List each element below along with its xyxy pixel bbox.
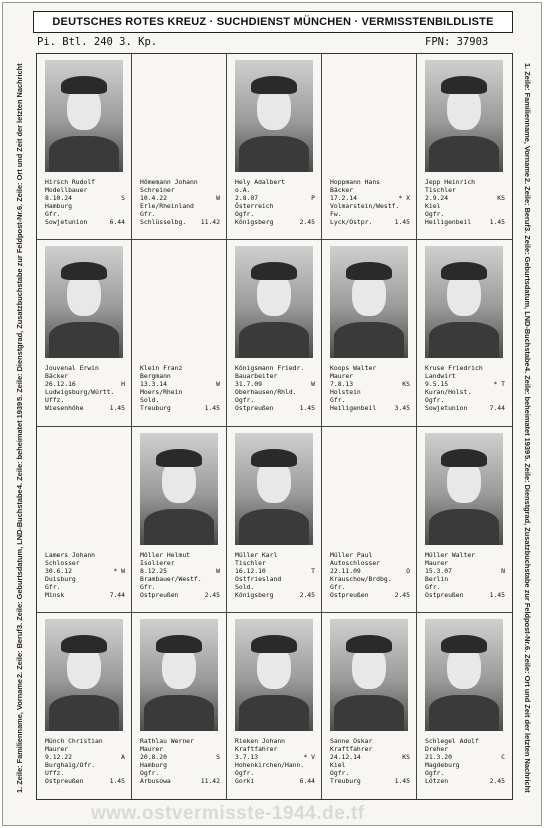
cap-shape bbox=[156, 449, 202, 467]
portrait-photo bbox=[425, 619, 503, 731]
person-hometown: Kiel bbox=[425, 202, 441, 210]
uniform-shape bbox=[49, 136, 119, 172]
uniform-shape bbox=[334, 695, 404, 731]
person-last-date: 7.44 bbox=[489, 404, 505, 413]
person-birthdate: 2.8.07 bbox=[235, 194, 259, 202]
person-last-date: 1.45 bbox=[204, 404, 220, 413]
portrait-photo bbox=[45, 619, 123, 731]
person-rank: Gfr. bbox=[45, 582, 61, 591]
person-birthdate: 24.12.14 bbox=[330, 752, 361, 761]
person-rank: Ogfr. bbox=[425, 768, 445, 777]
person-last-place: Ostpreußen bbox=[140, 590, 179, 599]
person-hometown: Berlin bbox=[425, 574, 449, 583]
person-details bbox=[140, 178, 220, 226]
person-job: Schlosser bbox=[45, 558, 80, 567]
legend-right-line-5: 5. Zeile: Dienstgrad, Zusatzbuchstabe zur Feldpost-Nr. bbox=[523, 454, 532, 646]
person-birthdate: 30.6.12 bbox=[45, 566, 72, 575]
person-last-date: 1.45 bbox=[489, 590, 505, 599]
person-last-date: 1.45 bbox=[109, 776, 125, 785]
portrait-photo bbox=[330, 246, 408, 358]
person-lnd-letter: W bbox=[216, 566, 220, 575]
person-last-place: Schlüsselbg. bbox=[140, 218, 187, 226]
person-hometown: Krauschow/Brdbg. bbox=[330, 574, 392, 583]
uniform-shape bbox=[239, 322, 309, 358]
person-last-date: 2.45 bbox=[299, 218, 315, 226]
portrait-photo bbox=[425, 433, 503, 545]
person-last-place: Lyck/Ostpr. bbox=[330, 218, 373, 226]
person-rank: Gfr. bbox=[140, 210, 156, 218]
person-last-date: 1.45 bbox=[489, 218, 505, 226]
person-rank: Ogfr. bbox=[425, 210, 445, 218]
person-job: Bergmann bbox=[140, 372, 171, 381]
person-last-place: Wiesenhöhe bbox=[45, 404, 84, 413]
portrait-photo bbox=[425, 246, 503, 358]
person-last-date: 2.45 bbox=[204, 590, 220, 599]
person-rank: Uffz. bbox=[45, 396, 65, 405]
portrait-photo bbox=[235, 619, 313, 731]
portrait-photo bbox=[45, 60, 123, 172]
person-card bbox=[322, 613, 417, 799]
person-last-place: Heiligenbeil bbox=[330, 404, 377, 413]
person-last-place: Ostpreußen bbox=[235, 404, 274, 413]
person-hometown: Burghaig/Ofr. bbox=[45, 760, 96, 769]
person-birthdate: 8.12.25 bbox=[140, 566, 167, 575]
person-last-place: Treuburg bbox=[140, 404, 171, 413]
person-last-date: 6.44 bbox=[109, 218, 125, 226]
person-birthdate: 7.8.13 bbox=[330, 380, 354, 389]
legend-left bbox=[15, 63, 24, 793]
person-last-place: Königsberg bbox=[235, 218, 274, 226]
person-last-place: Treuburg bbox=[330, 776, 361, 785]
person-card bbox=[37, 613, 132, 799]
person-card bbox=[322, 240, 417, 426]
person-lnd-letter: W bbox=[216, 380, 220, 389]
person-details bbox=[425, 551, 505, 599]
person-birthdate: 8.10.24 bbox=[45, 194, 72, 202]
person-details bbox=[45, 551, 125, 599]
person-card bbox=[417, 240, 512, 426]
person-job: Landwirt bbox=[425, 372, 456, 381]
person-name: Münch Christian bbox=[45, 736, 103, 745]
person-last-date: 2.45 bbox=[394, 590, 410, 599]
person-rank: Ogfr. bbox=[235, 210, 255, 218]
cap-shape bbox=[441, 449, 487, 467]
person-details bbox=[425, 737, 505, 785]
person-hometown: Österreich bbox=[235, 202, 274, 210]
legend-right-line-4: 4. Zeile: beheimatet 1939 bbox=[523, 367, 532, 455]
unit-label: Pi. Btl. 240 3. Kp. bbox=[37, 36, 158, 48]
person-last-place: Königsberg bbox=[235, 590, 274, 599]
person-last-date: 3.45 bbox=[394, 404, 410, 413]
portrait-photo bbox=[235, 433, 313, 545]
person-details bbox=[235, 178, 315, 226]
person-birthdate: 31.7.09 bbox=[235, 380, 262, 389]
portrait-photo bbox=[140, 619, 218, 731]
person-last-date: 1.45 bbox=[394, 218, 410, 226]
person-details bbox=[235, 737, 315, 785]
person-details bbox=[425, 364, 505, 412]
person-card bbox=[417, 54, 512, 240]
person-card bbox=[322, 427, 417, 613]
legend-left-line-1: 1. Zeile: Familienname, Vorname bbox=[15, 678, 24, 793]
person-card bbox=[417, 427, 512, 613]
cap-shape bbox=[441, 262, 487, 280]
person-hometown: Moers/Rhein bbox=[140, 388, 183, 397]
uniform-shape bbox=[334, 322, 404, 358]
cap-shape bbox=[441, 635, 487, 653]
person-details bbox=[140, 737, 220, 785]
person-name: Koops Walter bbox=[330, 364, 377, 373]
uniform-shape bbox=[429, 509, 499, 545]
cap-shape bbox=[61, 76, 107, 94]
person-name: Schlegel Adolf bbox=[425, 736, 479, 745]
person-last-place: Heiligenbeil bbox=[425, 218, 472, 226]
person-card bbox=[227, 427, 322, 613]
person-lnd-letter: * X bbox=[398, 194, 410, 202]
legend-left-line-2: 2. Zeile: Beruf bbox=[15, 629, 24, 679]
person-name: Hömemann Johann bbox=[140, 178, 198, 186]
cap-shape bbox=[61, 635, 107, 653]
person-last-date: 1.45 bbox=[299, 404, 315, 413]
uniform-shape bbox=[239, 695, 309, 731]
person-birthdate: 22.11.09 bbox=[330, 566, 361, 575]
person-rank: Uffz. bbox=[45, 768, 65, 777]
legend-left-line-3: 3. Zeile: Geburtsdatum, LND-Buchstabe bbox=[15, 489, 24, 629]
person-name: Hoppmann Hans bbox=[330, 178, 381, 186]
person-lnd-letter: S bbox=[121, 194, 125, 202]
legend-right-line-2: 2. Zeile: Beruf bbox=[523, 177, 532, 227]
person-card bbox=[132, 427, 227, 613]
person-last-place: Ostpreußen bbox=[45, 776, 84, 785]
cap-shape bbox=[251, 449, 297, 467]
person-job: Maurer bbox=[330, 372, 354, 381]
person-name: Jepp Heinrich bbox=[425, 178, 476, 186]
person-lnd-letter: O bbox=[406, 566, 410, 575]
person-last-place: Ostpreußen bbox=[425, 590, 464, 599]
person-rank: Ogfr. bbox=[235, 768, 255, 777]
document-title: DEUTSCHES ROTES KREUZ · SUCHDIENST MÜNCHEN · VERMISSTENBILDLISTE bbox=[33, 11, 513, 33]
person-details bbox=[45, 737, 125, 785]
person-last-date: 11.42 bbox=[200, 776, 220, 785]
person-lnd-letter: KS bbox=[497, 194, 505, 202]
person-hometown: Brambauer/Westf. bbox=[140, 574, 202, 583]
person-last-place: Ostpreußen bbox=[330, 590, 369, 599]
document-sheet bbox=[2, 2, 542, 826]
person-hometown: Hohenkirchen/Hann. bbox=[235, 760, 305, 769]
person-job: Kraftfahrer bbox=[330, 744, 373, 753]
person-hometown: Oberhausen/Rhld. bbox=[235, 388, 297, 397]
person-job: Bäcker bbox=[45, 372, 69, 381]
person-rank: Gfr. bbox=[140, 582, 156, 591]
person-job: Kraftfahrer bbox=[235, 744, 278, 753]
person-rank: Gfr. bbox=[330, 396, 346, 405]
person-name: Müller Paul bbox=[330, 550, 373, 559]
person-rank: Sold. bbox=[140, 396, 160, 405]
person-lnd-letter: KS bbox=[402, 380, 410, 389]
person-details bbox=[425, 178, 505, 226]
person-name: Jouvenal Erwin bbox=[45, 364, 99, 373]
legend-right-line-6: 6. Zeile: Ort und Zeit der letzten Nachricht bbox=[523, 646, 532, 793]
person-name: Hirsch Rudolf bbox=[45, 178, 96, 186]
legend-left-line-6: 6. Zeile: Ort und Zeit der letzten Nachricht bbox=[15, 63, 24, 210]
uniform-shape bbox=[429, 322, 499, 358]
person-rank: Ogfr. bbox=[425, 396, 445, 405]
person-rank: Ogfr. bbox=[235, 396, 255, 405]
person-last-date: 7.44 bbox=[109, 590, 125, 599]
person-rank: Gfr. bbox=[330, 582, 346, 591]
person-last-date: 6.44 bbox=[299, 776, 315, 785]
person-hometown: Ludwigsburg/Württ. bbox=[45, 388, 115, 397]
footer-url: www.ostvermisste-1944.de.tf bbox=[91, 803, 365, 824]
uniform-shape bbox=[49, 695, 119, 731]
person-lnd-letter: W bbox=[216, 194, 220, 202]
person-card bbox=[227, 54, 322, 240]
person-name: Hely Adalbert bbox=[235, 178, 286, 186]
person-job: Tischler bbox=[235, 558, 266, 567]
person-name: Kruse Friedrich bbox=[425, 364, 483, 373]
person-job: Maurer bbox=[45, 744, 69, 753]
person-birthdate: 10.4.22 bbox=[140, 194, 167, 202]
person-birthdate: 3.7.13 bbox=[235, 752, 259, 761]
person-lnd-letter: C bbox=[501, 752, 505, 761]
person-hometown: Kiel bbox=[330, 760, 346, 769]
legend-left-line-4: 4. Zeile: beheimatet 1939 bbox=[15, 401, 24, 489]
person-birthdate: 9.12.22 bbox=[45, 752, 72, 761]
person-hometown: Volmarstein/Westf. bbox=[330, 202, 400, 210]
person-hometown: Erle/Rheinland bbox=[140, 202, 194, 210]
person-birthdate: 2.9.24 bbox=[425, 194, 449, 202]
person-birthdate: 13.3.14 bbox=[140, 380, 167, 389]
person-last-place: Lötzen bbox=[425, 776, 449, 785]
person-hometown: Ostfriesland bbox=[235, 574, 282, 583]
person-details bbox=[330, 551, 410, 599]
person-lnd-letter: P bbox=[311, 194, 315, 202]
uniform-shape bbox=[144, 509, 214, 545]
person-last-place: Sowjetunion bbox=[45, 218, 88, 226]
person-grid bbox=[36, 53, 513, 800]
person-card bbox=[37, 54, 132, 240]
person-birthdate: 21.3.20 bbox=[425, 752, 452, 761]
person-card bbox=[132, 240, 227, 426]
person-rank: Ogfr. bbox=[330, 768, 350, 777]
person-name: Rieken Johann bbox=[235, 736, 286, 745]
cap-shape bbox=[251, 262, 297, 280]
person-last-date: 1.45 bbox=[109, 404, 125, 413]
uniform-shape bbox=[239, 509, 309, 545]
cap-shape bbox=[251, 76, 297, 94]
person-job: Schreiner bbox=[140, 186, 175, 194]
cap-shape bbox=[346, 635, 392, 653]
person-name: Möller Helmut bbox=[140, 550, 191, 559]
person-hometown: Duisburg bbox=[45, 574, 76, 583]
person-last-date: 11.42 bbox=[200, 218, 220, 226]
person-card bbox=[132, 613, 227, 799]
person-details bbox=[235, 364, 315, 412]
portrait-photo bbox=[330, 619, 408, 731]
legend-right bbox=[523, 63, 532, 793]
person-last-date: 1.45 bbox=[394, 776, 410, 785]
person-job: Tischler bbox=[425, 186, 456, 194]
uniform-shape bbox=[429, 695, 499, 731]
person-job: o.A. bbox=[235, 186, 251, 194]
person-card bbox=[227, 240, 322, 426]
person-birthdate: 15.3.07 bbox=[425, 566, 452, 575]
person-lnd-letter: KS bbox=[402, 752, 410, 761]
person-name: Klein Franz bbox=[140, 364, 183, 373]
person-job: Autoschlosser bbox=[330, 558, 381, 567]
person-rank: Gfr. bbox=[45, 210, 61, 218]
person-card bbox=[37, 240, 132, 426]
fpn-label: FPN: 37903 bbox=[425, 36, 489, 48]
person-name: Rathlau Werner bbox=[140, 736, 194, 745]
person-hometown: Magdeburg bbox=[425, 760, 460, 769]
person-lnd-letter: H bbox=[121, 380, 125, 389]
person-job: Modellbauer bbox=[45, 186, 88, 194]
uniform-shape bbox=[429, 136, 499, 172]
person-lnd-letter: A bbox=[121, 752, 125, 761]
portrait-photo bbox=[425, 60, 503, 172]
person-details bbox=[45, 178, 125, 226]
person-last-place: Minsk bbox=[45, 590, 65, 599]
person-details bbox=[235, 551, 315, 599]
person-job: Bauarbeiter bbox=[235, 372, 278, 381]
person-name: Sanne Oskar bbox=[330, 736, 373, 745]
person-lnd-letter: S bbox=[216, 752, 220, 761]
person-lnd-letter: W bbox=[311, 380, 315, 389]
portrait-photo bbox=[45, 246, 123, 358]
person-rank: Ogfr. bbox=[140, 768, 160, 777]
person-rank: Gfr. bbox=[425, 582, 441, 591]
person-lnd-letter: N bbox=[501, 566, 505, 575]
person-name: Königsmann Friedr. bbox=[235, 364, 305, 373]
portrait-photo bbox=[140, 433, 218, 545]
cap-shape bbox=[441, 76, 487, 94]
person-name: Müller Walter bbox=[425, 550, 476, 559]
person-details bbox=[45, 364, 125, 412]
uniform-shape bbox=[144, 695, 214, 731]
person-card bbox=[37, 427, 132, 613]
person-lnd-letter: T bbox=[311, 566, 315, 575]
person-card bbox=[417, 613, 512, 799]
person-last-place: Gorki bbox=[235, 776, 255, 785]
person-lnd-letter: * W bbox=[113, 566, 125, 575]
person-job: Bäcker bbox=[330, 186, 354, 194]
person-details bbox=[330, 737, 410, 785]
person-birthdate: 20.8.20 bbox=[140, 752, 167, 761]
person-details bbox=[140, 364, 220, 412]
person-birthdate: 9.5.15 bbox=[425, 380, 449, 389]
person-name: Müller Karl bbox=[235, 550, 278, 559]
portrait-photo bbox=[235, 60, 313, 172]
cap-shape bbox=[61, 262, 107, 280]
person-last-place: Arbusowa bbox=[140, 776, 171, 785]
person-hometown: Hamburg bbox=[140, 760, 167, 769]
person-rank: Fw. bbox=[330, 210, 342, 218]
person-last-date: 2.45 bbox=[299, 590, 315, 599]
cap-shape bbox=[156, 635, 202, 653]
person-hometown: Holstein bbox=[330, 388, 361, 397]
person-rank: Sold. bbox=[235, 582, 255, 591]
uniform-shape bbox=[239, 136, 309, 172]
person-last-place: Sowjetunion bbox=[425, 404, 468, 413]
person-job: Maurer bbox=[140, 744, 164, 753]
person-job: Dreher bbox=[425, 744, 449, 753]
person-job: Isolierer bbox=[140, 558, 175, 567]
person-card bbox=[227, 613, 322, 799]
person-last-date: 2.45 bbox=[489, 776, 505, 785]
person-birthdate: 26.12.16 bbox=[45, 380, 76, 389]
person-hometown: Hamburg bbox=[45, 202, 72, 210]
person-lnd-letter: * T bbox=[493, 380, 505, 389]
person-lnd-letter: * V bbox=[303, 752, 315, 761]
person-details bbox=[140, 551, 220, 599]
uniform-shape bbox=[49, 322, 119, 358]
person-hometown: Kuran/Holst. bbox=[425, 388, 472, 397]
person-name: Lamers Johann bbox=[45, 550, 96, 559]
person-card bbox=[132, 54, 227, 240]
person-birthdate: 16.12.10 bbox=[235, 566, 266, 575]
legend-left-line-5: 5. Zeile: Dienstgrad, Zusatzbuchstabe zur Feldpost-Nr. bbox=[15, 210, 24, 402]
person-job: Maurer bbox=[425, 558, 449, 567]
person-details bbox=[330, 178, 410, 226]
legend-right-line-1: 1. Zeile: Familienname, Vorname bbox=[523, 63, 532, 178]
person-card bbox=[322, 54, 417, 240]
cap-shape bbox=[346, 262, 392, 280]
person-birthdate: 17.2.14 bbox=[330, 194, 357, 202]
legend-right-line-3: 3. Zeile: Geburtsdatum, LND-Buchstabe bbox=[523, 227, 532, 367]
person-details bbox=[330, 364, 410, 412]
cap-shape bbox=[251, 635, 297, 653]
portrait-photo bbox=[235, 246, 313, 358]
